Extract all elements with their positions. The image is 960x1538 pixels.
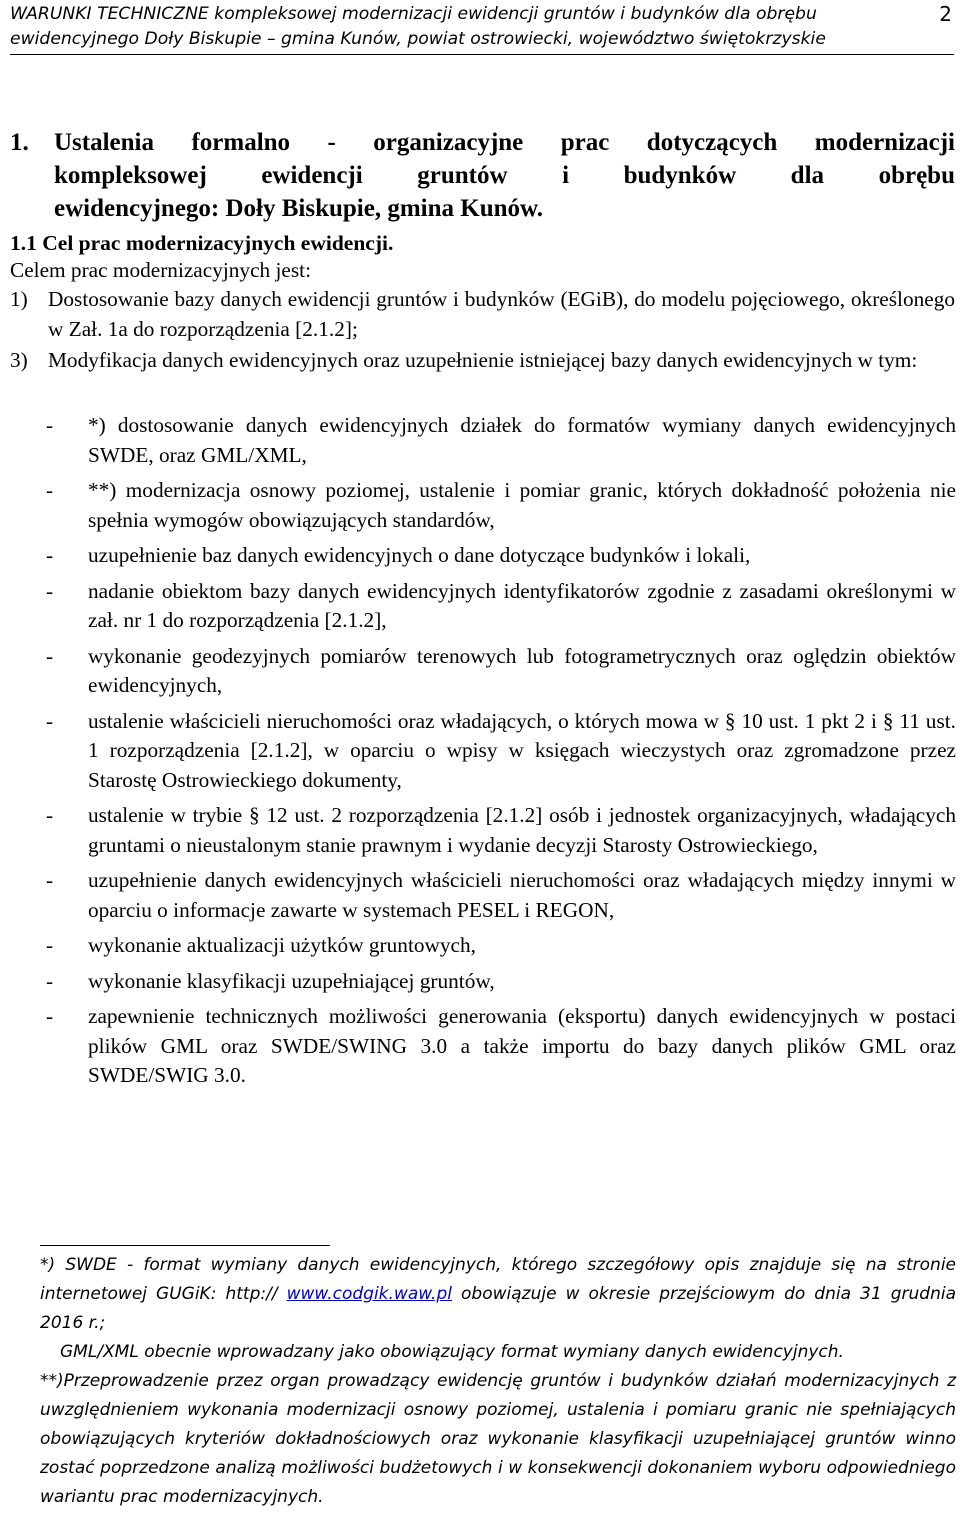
dash-list [38, 411, 956, 1097]
footnotes [40, 1251, 956, 1512]
numbered-item-1 [10, 285, 955, 344]
list-item: - ustalenie w trybie § 12 ust. 2 rozporządzenia [2.1.2] osób i jednostek organizacyjnych, władających gruntami o nieustalonym stanie prawnym i wydanie decyzji Starosty Ostrowieckiego, [46, 803, 956, 857]
subsection-heading: 1.1 Cel prac modernizacyjnych ewidencji. [10, 231, 394, 255]
footnote-divider [40, 1245, 330, 1246]
list-item: - *) dostosowanie danych ewidencyjnych działek do formatów wymiany danych ewidencyjnych SWDE, oraz GML/XML, [46, 413, 956, 467]
section-number: 1. [10, 129, 29, 156]
list-item: - uzupełnienie baz danych ewidencyjnych o dane dotyczące budynków i lokali, [46, 543, 751, 567]
list-item: - zapewnienie technicznych możliwości generowania (eksportu) danych ewidencyjnych w postaci plików GML oraz SWDE/SWING 3.0 a także importu do bazy danych plików GML oraz SWDE/SWIG 3.0. [46, 1004, 956, 1087]
section-title-line-2: kompleksowej ewidencji gruntów i budynków dla obrębu [54, 162, 955, 189]
page-number: 2 [939, 2, 952, 26]
section-title-line-1: Ustalenia formalno - organizacyjne prac dotyczących modernizacji [54, 129, 955, 156]
item-label: 3) [10, 348, 28, 372]
list-item: - nadanie obiektom bazy danych ewidencyjnych identyfikatorów zgodnie z zasadami określonymi w zał. nr 1 do rozporządzenia [2.1.2], [46, 578, 956, 632]
intro-paragraph: Celem prac modernizacyjnych jest: [10, 258, 311, 282]
list-item: - wykonanie klasyfikacji uzupełniającej gruntów, [46, 968, 495, 993]
numbered-item-3 [10, 346, 955, 376]
list-item: - wykonanie geodezyjnych pomiarów terenowych lub fotogrametrycznych oraz oględzin obiektów ewidencyjnych, [46, 643, 956, 697]
running-header [10, 2, 900, 52]
codgik-link[interactable]: www.codgik.waw.pl [286, 1284, 452, 1304]
header-line-1: WARUNKI TECHNICZNE kompleksowej modernizacji ewidencji gruntów i budynków dla obrębu [10, 4, 817, 24]
section-title-line-3: ewidencyjnego: Doły Biskupie, gmina Kunów. [54, 195, 543, 222]
list-item: - uzupełnienie danych ewidencyjnych właścicieli nieruchomości oraz władających między innymi w oparciu o informacje zawarte w systemach PESEL i REGON, [46, 868, 956, 922]
list-item: - **) modernizacja osnowy poziomej, ustalenie i pomiar granic, których dokładność położenia nie spełnia wymogów obowiązujących standardów, [46, 478, 956, 532]
section-heading [10, 126, 955, 225]
footnote-1: *) SWDE - format wymiany danych ewidencyjnych, którego szczegółowy opis znajduje się na stronie internetowej GUGiK: http:// www.codgik.waw.pl obowiązuje w okresie przejściowym do dnia 31 grudnia 2016 r.; [40, 1255, 956, 1333]
item-text: Dostosowanie bazy danych ewidencji gruntów i budynków (EGiB), do modelu pojęciowego, określonego w Zał. 1a do rozporządzenia [2.1.2]; [48, 287, 955, 341]
list-item: - ustalenie właścicieli nieruchomości oraz władających, o których mowa w § 10 ust. 1 pkt 2 i § 11 ust. 1 rozporządzenia [2.1.2], w oparciu o wpisy w księgach wieczystych oraz zgromadzone przez Starostę Ostrowieckiego dokumenty, [46, 708, 956, 792]
header-divider [10, 54, 954, 55]
item-text: Modyfikacja danych ewidencyjnych oraz uzupełnienie istniejącej bazy danych ewidencyjnych w tym: [48, 348, 918, 372]
list-item: - wykonanie aktualizacji użytków gruntowych, [46, 933, 476, 957]
footnote-1-gml: GML/XML obecnie wprowadzany jako obowiązujący format wymiany danych ewidencyjnych. [60, 1342, 844, 1362]
header-line-2: ewidencyjnego Doły Biskupie – gmina Kunów, powiat ostrowiecki, województwo świętokrzyskie [10, 29, 826, 49]
item-label: 1) [10, 287, 28, 311]
footnote-2: **)Przeprowadzenie przez organ prowadzący ewidencję gruntów i budynków działań modernizacyjnych z uwzględnieniem wykonania modernizacji osnowy poziomej, ustalenia i pomiaru granic nie spełniających obowiązujących kryteriów dokładnościowych oraz wykonanie klasyfikacji uzupełniającej gruntów winno zostać poprzedzone analizą możliwości budżetowych i w konsekwencji dokonaniem wyboru odpowiedniego wariantu prac modernizacyjnych. [40, 1371, 956, 1507]
